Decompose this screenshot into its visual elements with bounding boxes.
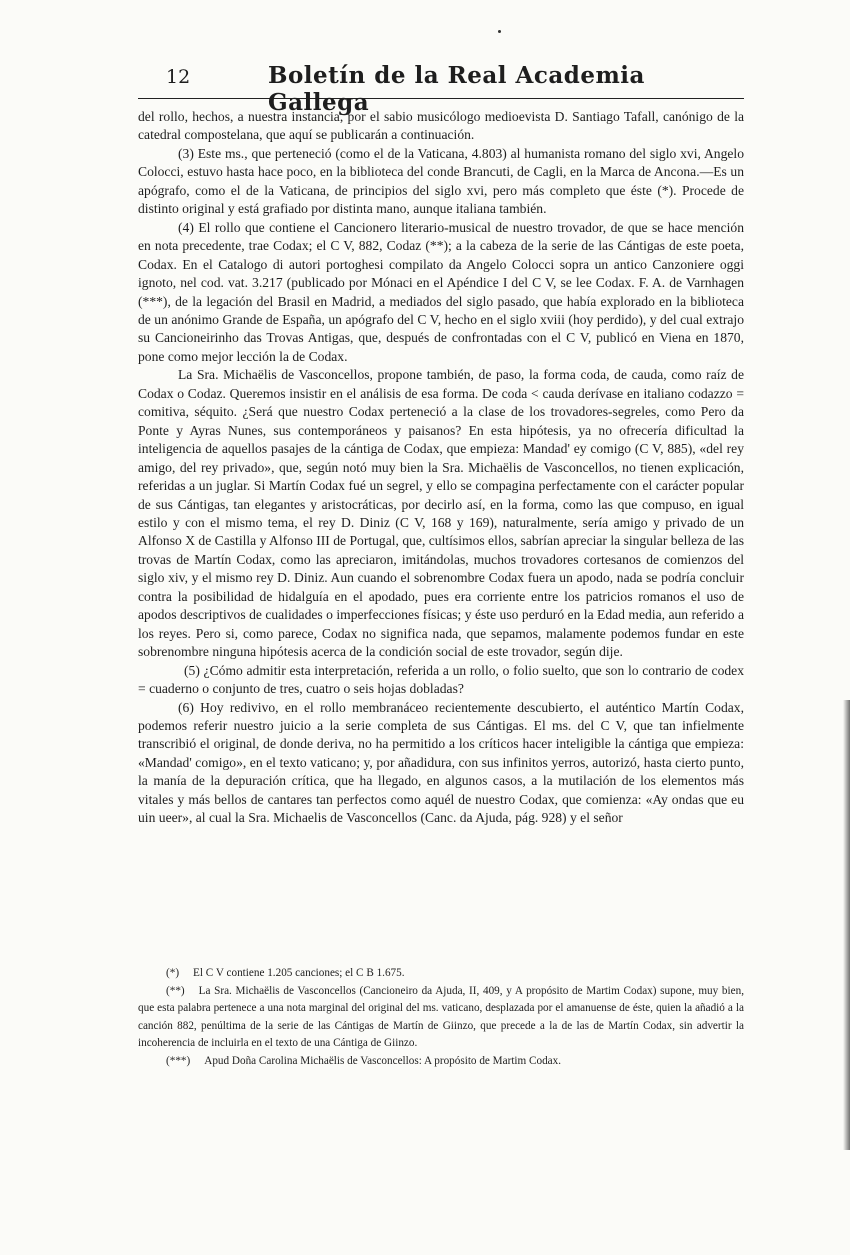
paragraph-note-6: (6) Hoy redivivo, en el rollo membranáceo recientemente descubierto, el auténtico Martín Codax, podemos referir nuestro juicio a la serie completa de sus Cántigas. El ms. del C V, que tan infielmente transcribió el original, de donde deriva, no ha permitido a los críticos hacer inteligible la cántiga que empieza: «Mandad' comigo», en el texto vaticano; y, por añadidura, con sus infinitos yerros, autorizó, hasta cierto punto, la manía de la depuración crítica, que ha llegado, en algunos casos, a la mutilación de los elementos más vitales y más bellos de cantares tan perfectos como aquél de nuestro Codax, que comienza: «Ay ondas que eu uin ueer», al cual la Sra. Michaelis de Vasconcellos (Canc. da Ajuda, pág. 928) y el señor (138, 699, 744, 826)
main-text (138, 108, 744, 828)
scan-edge-shadow (843, 700, 850, 1150)
footnotes (138, 965, 744, 1070)
footnote (138, 983, 744, 1053)
paragraph-note-5: (5) ¿Cómo admitir esta interpretación, referida a un rollo, o folio suelto, que son lo contrario de codex = cuaderno o conjunto de tres, cuatro o seis hojas dobladas? (138, 662, 744, 697)
paragraph-note-3: (3) Este ms., que perteneció (como el de la Vaticana, 4.803) al humanista romano del siglo xvi, Angelo Colocci, estuvo hasta hace poco, en la biblioteca del conde Brancuti, de Cagli, en la Marca de Ancona.—Es un apógrafo, como el de la Vaticana, de principios del siglo xvi, pero más completo que éste (*). Procede de distinto original y está grafiado por distinta mano, aunque italiana también. (138, 145, 744, 217)
page-number: 12 (166, 66, 191, 88)
footnote-mark: (***) (166, 1054, 191, 1067)
journal-title: Boletín de la Real Academia Gallega (268, 62, 645, 116)
footnote (138, 1053, 744, 1071)
footnote-text: Apud Doña Carolina Michaëlis de Vasconcellos: A propósito de Martim Codax. (204, 1054, 562, 1067)
footnote-mark: (*) (166, 967, 180, 979)
running-header (138, 62, 744, 116)
scan-speck (498, 30, 501, 33)
paragraph-continuation: del rollo, hechos, a nuestra instancia, por el sabio musicólogo medioevista D. Santiago Tafall, canónigo de la catedral compostelana, que aquí se publicarán a continuación. (138, 109, 744, 143)
footnote-text: La Sra. Michaëlis de Vasconcellos (Cancioneiro da Ajuda, II, 409, y A propósito de Martim Codax) supone, muy bien, que esta palabra pertenece a una nota marginal del original del ms. vaticano, desplazada por el amanuense de éste, quien la añadió a la canción 882, penúltima de la serie de las Cántigas de Martín de Giinzo, que precede a la de las de Martín Codax, sin advertir la incoherencia de incluirla en el texto de una Cántiga de Giinzo. (138, 984, 744, 1049)
paragraph-codax-discussion: La Sra. Michaëlis de Vasconcellos, propone también, de paso, la forma coda, de cauda, como raíz de Codax o Codaz. Queremos insistir en el análisis de esa forma. De coda < cauda derívase en italiano codazzo = comitiva, séquito. ¿Será que nuestro Codax perteneció a la clase de los trovadores-segreles, como Pero da Ponte y Ayras Nunes, sus contemporáneos y paisanos? En esta hipótesis, ya no ofrecería dificultad la inteligencia de aquellos pasajes de la cántiga de Codax, que empieza: Mandad' ey comigo (C V, 885), «del rey amigo, del rey privado», que, según notó muy bien la Sra. Michaëlis de Vasconcellos, no tienen explicación, referidas a un juglar. Si Martín Codax fué un segrel, y ello se compagina perfectamente con el carácter popular de sus Cántigas, tan elegantes y aristocráticas, por decirlo así, en la forma, como las que compuso, en igual estilo y con el mismo tema, el rey D. Diniz (C V, 168 y 169), naturalmente, sería amigo y privado de un Alfonso X de Castilla y Alfonso III de Portugal, que, cultísimos ellos, sabrían apreciar la singular belleza de las trovas de Martín Codax, como las apreciaron, imitándolas, muchos trovadores cortesanos de comienzos del siglo xiv, y el mismo rey D. Diniz. Aun cuando el sobrenombre Codax fuera un apodo, nada se podría concluir contra la posibilidad de hidalguía en el apodado, pues era corriente entre los patricios romanos el uso de apodos descriptivos de cualidades o imperfecciones físicas; y éste uso perduró en la Edad media, aun referido a los reyes. Pero si, como parece, Codax no significa nada, que sepamos, malamente podemos fundar en este sobrenombre ninguna hipótesis acerca de la condición social de este trovador, según dije. (138, 367, 744, 660)
footnote (138, 965, 744, 983)
footnote-text: El C V contiene 1.205 canciones; el C B 1.675. (193, 967, 405, 979)
paragraph-note-4: (4) El rollo que contiene el Cancionero literario-musical de nuestro trovador, de que se hace mención en nota precedente, trae Codax; el C V, 882, Codaz (**); a la cabeza de la serie de las Cántigas de este poeta, Codax. En el Catalogo di autori portoghesi compilato da Angelo Colocci sopra un antico Canzoniere oggi ignoto, nel cod. vat. 3.217 (publicado por Mónaci en el Apéndice I del C V, se lee Codax. F. A. de Varnhagen (***), de la legación del Brasil en Madrid, a mediados del siglo pasado, que había explorado en la biblioteca de un anónimo Grande de España, un apógrafo del C V, hecho en el siglo xviii (hoy perdido), y del cual extrajo su Cancioneirinho das Trovas Antigas, que, después de confrontadas con el C V, publicó en Viena en 1870, pone como mejor lección la de Codax. (138, 219, 744, 364)
footnote-mark: (**) (166, 984, 185, 997)
